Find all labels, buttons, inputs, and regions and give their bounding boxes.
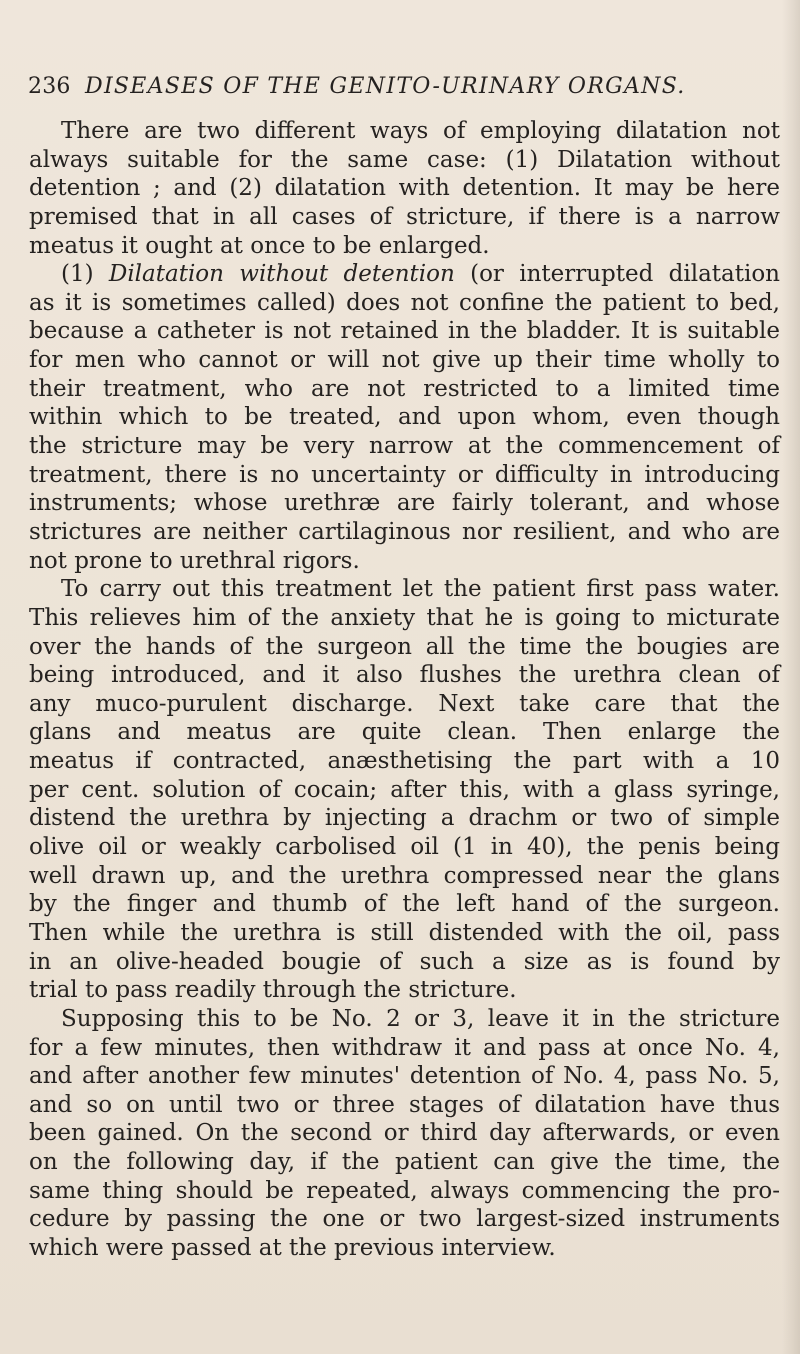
page-number: 236 [28,74,71,99]
text-line: per cent. solution of cocain; after this, with a glass syringe, [29,776,780,803]
page-header [28,74,788,106]
italic-heading: Dilatation without detention [108,261,455,288]
text-line: by the finger and thumb of the left hand of the surgeon. [29,891,780,918]
text-line: distend the urethra by injecting a drachm or two of simple [29,805,780,832]
text-line: olive oil or weakly carbolised oil (1 in 40), the penis being [29,834,780,861]
text-line: cedure by passing the one or two largest-sized instruments [29,1206,780,1233]
text-line: always suitable for the same case: (1) Dilatation without [29,146,780,173]
text-fragment: (or interrupted dilatation [470,261,780,288]
text-line: for a few minutes, then withdraw it and pass at once No. 4, [29,1034,780,1061]
text-line: well drawn up, and the urethra compressed near the glans [29,862,780,889]
section-number: (1) [61,261,94,288]
text-line: treatment, there is no uncertainty or difficulty in introducing [29,461,780,488]
text-line: because a catheter is not retained in the bladder. It is suitable [29,318,780,345]
text-line: Then while the urethra is still distended with the oil, pass [29,919,780,946]
text-line: Supposing this to be No. 2 or 3, leave it in the stricture [61,1005,780,1032]
text-line: been gained. On the second or third day afterwards, or even [29,1120,780,1147]
text-line: same thing should be repeated, always commencing the pro- [29,1177,780,1204]
text-line: This relieves him of the anxiety that he is going to micturate [29,604,780,631]
text-line: their treatment, who are not restricted to a limited time [29,375,780,402]
body-text [29,117,780,1263]
text-line: and after another few minutes' detention of No. 4, pass No. 5, [29,1063,780,1090]
text-line: meatus if contracted, anæsthetising the part with a 10 [29,748,780,775]
text-line: There are two different ways of employing dilatation not [61,118,780,144]
text-line: and so on until two or three stages of dilatation have thus [29,1091,780,1118]
text-line: any muco-purulent discharge. Next take care that the [29,690,780,717]
text-line: on the following day, if the patient can give the time, the [29,1149,780,1176]
text-line: in an olive-headed bougie of such a size as is found by [29,948,780,975]
text-line: over the hands of the surgeon all the time the bougies are [29,633,780,660]
text-line: the stricture may be very narrow at the commencement of [29,433,780,460]
text-line: glans and meatus are quite clean. Then enlarge the [29,719,780,746]
text-line: premised that in all cases of stricture, if there is a narrow [29,203,780,230]
running-head: DISEASES OF THE GENITO-URINARY ORGANS. [85,74,686,99]
page-edge-shadow [782,0,800,1354]
text-line: which were passed at the previous interview. [29,1234,556,1261]
text-line: trial to pass readily through the stricture. [29,977,517,1004]
text-line-with-emphasis [29,260,780,289]
text-line: within which to be treated, and upon whom, even though [29,404,780,431]
text-line: being introduced, and it also flushes the urethra clean of [29,662,780,689]
text-line: meatus it ought at once to be enlarged. [29,232,490,259]
text-line: To carry out this treatment let the patient first pass water. [61,576,780,603]
text-line: not prone to urethral rigors. [29,547,360,574]
text-line: as it is sometimes called) does not confine the patient to bed, [29,289,780,316]
text-line: detention ; and (2) dilatation with detention. It may be here [29,175,780,202]
text-line: for men who cannot or will not give up their time wholly to [29,347,780,374]
text-line: instruments; whose urethræ are fairly tolerant, and whose [29,490,780,517]
text-line: strictures are neither cartilaginous nor resilient, and who are [29,518,780,545]
